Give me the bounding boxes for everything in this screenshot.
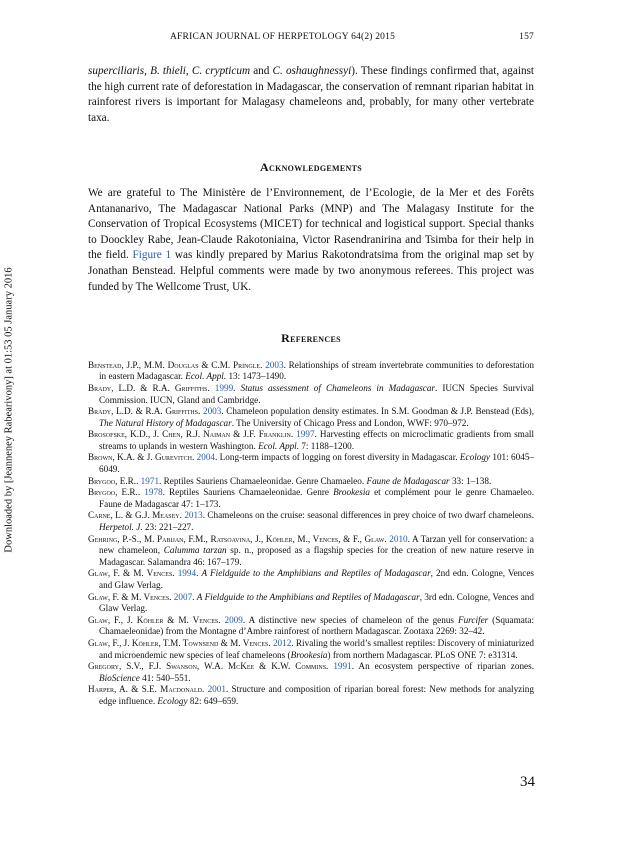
reference-text: 7: 1188–1200. xyxy=(299,440,355,451)
page-number: 157 xyxy=(519,32,534,42)
reference-authors: Glaw, F., J. Köhler, T.M. Townsend & M. Vences xyxy=(88,637,269,648)
reference-italic: BioScience xyxy=(99,672,140,683)
reference-item: Gehring, P.-S., M. Pabijan, F.M., Ratsoavina, J., Köhler, M., Vences, & F., Glaw. 2010. A Tarzan yell for conservation: a new chameleon, Calumma tarzan sp. n., proposed as a flagship species for the creation of new nature reserve in Madagascar. Salamandra 46: 167–179. xyxy=(88,533,535,567)
reference-text: . Reptiles Sauriens Chamaeleonidae. Genre xyxy=(162,487,334,498)
reference-text: 41: 540–551. xyxy=(139,672,191,683)
reference-text: . An ecosystem perspective of riparian zones. xyxy=(351,661,535,672)
reference-italic: The Natural History of Madagascar xyxy=(99,417,232,428)
reference-year-link[interactable]: 2007 xyxy=(173,591,193,602)
reference-italic: Faune de Madagascar xyxy=(366,475,450,486)
reference-text: . xyxy=(233,382,241,393)
reference-text: 23: 221–227. xyxy=(142,522,194,533)
reference-text: . The University of Chicago Press and London, WWF: 970–972. xyxy=(231,417,469,428)
reference-authors: Carne, L. & G.J. Measey xyxy=(88,510,180,521)
download-watermark xyxy=(2,214,16,606)
reference-authors: Glaw, F. & M. Vences xyxy=(88,591,170,602)
reference-authors: Harper, A. & S.E. Macdonald xyxy=(88,684,203,695)
reference-year-link[interactable]: 2003 xyxy=(202,406,222,417)
reference-year-link[interactable]: 1971 xyxy=(140,475,160,486)
reference-text: 82: 649–659. xyxy=(187,695,239,706)
reference-item: Brosofske, K.D., J. Chen, R.J. Naiman & J.F. Franklin. 1997. Harvesting effects on microclimatic gradients from small streams to uplands in western Washington. Ecol. Appl. 7: 1188–1200. xyxy=(88,429,535,451)
reference-authors: Brady, L.D. & R.A. Griffiths xyxy=(88,406,199,417)
reference-italic: Ecology xyxy=(157,695,188,706)
article-body xyxy=(88,64,534,708)
reference-authors: Gregory, S.V., F.J. Swanson, W.A. McKee & K.W. Commins xyxy=(88,661,327,672)
reference-italic: Brookesia xyxy=(333,487,370,498)
reference-year-link[interactable]: 1978 xyxy=(144,487,163,498)
reference-text: . Structure and composition of riparian boreal forest: New methods for analyzing edge influence. xyxy=(99,684,534,706)
reference-item: Glaw, F. & M. Vences. 1994. A Fieldguide to the Amphibians and Reptiles of Madagascar, 2nd edn. Cologne, Vences and Glaw Verlag. xyxy=(88,568,534,590)
species-list: superciliaris, B. thieli, C. crypticum xyxy=(88,65,251,77)
reference-item: Gregory, S.V., F.J. Swanson, W.A. McKee & K.W. Commins. 1991. An ecosystem perspective of riparian zones. BioScience 41: 540–551. xyxy=(88,661,535,683)
reference-text: ) from northern Madagascar. PLoS ONE 7: e31314. xyxy=(327,649,518,660)
reference-text: 101: 6045–6049. xyxy=(99,452,535,475)
reference-text: . xyxy=(196,568,202,579)
reference-item: Carne, L. & G.J. Measey. 2013. Chameleons on the cruise: seasonal differences in prey choice of two dwarf chameleons. Herpetol. J. 23: 221–227. xyxy=(88,510,534,533)
reference-italic: Status assessment of Chameleons in Madagascar xyxy=(240,382,436,393)
reference-text: . Rivaling the world’s smallest reptiles: Discovery of miniaturized and microendemic new species of leaf chameleons ( xyxy=(99,637,535,660)
reference-year-link[interactable]: 1997 xyxy=(296,429,315,440)
reference-text: . Chameleons on the cruise: seasonal differences in prey choice of two dwarf chameleons. xyxy=(202,510,534,521)
reference-list xyxy=(88,360,534,708)
reference-text: . A Tarzan yell for conservation: a new chameleon, xyxy=(99,533,535,556)
reference-year-link[interactable]: 2004 xyxy=(196,452,215,463)
reference-authors: Brady, L.D. & R.A. Griffiths xyxy=(88,382,208,393)
reference-italic: Brookesia xyxy=(290,649,328,660)
reference-item: Brown, K.A. & J. Gurevitch. 2004. Long-term impacts of logging on forest diversity in Madagascar. Ecology 101: 6045–6049. xyxy=(88,452,535,475)
footer-number: 34 xyxy=(520,774,535,790)
reference-year-link[interactable]: 2010 xyxy=(389,533,408,544)
reference-year-link[interactable]: 1999 xyxy=(214,382,234,393)
reference-authors: Brosofske, K.D., J. Chen, R.J. Naiman & J.F. Franklin xyxy=(88,429,291,440)
reference-year-link[interactable]: 1994 xyxy=(177,568,197,579)
reference-text: 33: 1–138. xyxy=(449,475,492,486)
intro-paragraph: superciliaris, B. thieli, C. crypticum and C. oshaughnessyi). These findings confirmed that, against the high current rate of deforestation in Madagascar, the conservation of remnant riparian habitat in rainforest rivers is important for Malagasy chameleons and, probably, for many other vertebrate taxa. xyxy=(88,65,534,124)
reference-italic: Ecol. Appl. xyxy=(185,371,227,382)
species-name: C. oshaughnessyi xyxy=(272,65,352,77)
reference-italic: A Fieldguide to the Amphibians and Reptiles of Madagascar xyxy=(196,591,420,602)
reference-authors: Brygoo, E.R. xyxy=(88,487,138,498)
reference-italic: Ecol. Appl. xyxy=(258,440,300,451)
reference-text: , 2nd edn. Cologne, Vences and Glaw Verlag. xyxy=(99,568,534,590)
reference-text: et complément pour le genre Chamaeleo. Faune de Madagascar 47: 1–173. xyxy=(99,487,535,509)
reference-year-link[interactable]: 2012 xyxy=(272,637,292,648)
reference-text: . Reptiles Sauriens Chamaeleonidae. Genre Chamaeleo. xyxy=(159,475,367,486)
reference-italic: A Fieldguide to the Amphibians and Reptiles of Madagascar xyxy=(201,568,431,579)
reference-authors: Glaw, F., J. Köhler & M. Vences xyxy=(88,614,219,625)
reference-authors: Glaw, F. & M. Vences xyxy=(88,568,173,579)
reference-item: Benstead, J.P., M.M. Douglas & C.M. Pringle. 2003. Relationships of stream invertebrate communities to deforestation in eastern Madagascar. Ecol. Appl. 13: 1473–1490. xyxy=(88,359,535,382)
reference-item: Brady, L.D. & R.A. Griffiths. 1999. Status assessment of Chameleons in Madagascar. IUCN Species Survival Commission. IUCN, Gland and Cambridge. xyxy=(88,382,535,405)
reference-year-link[interactable]: 2013 xyxy=(184,510,203,521)
reference-text: . Chameleon population density estimates. In S.M. Goodman & J.P. Benstead (Eds), xyxy=(221,406,534,417)
journal-title: AFRICAN JOURNAL OF HERPETOLOGY 64(2) 2015 xyxy=(170,32,396,42)
reference-italic: Calumma tarzan xyxy=(163,545,227,556)
reference-item: Glaw, F. & M. Vences. 2007. A Fieldguide to the Amphibians and Reptiles of Madagascar, 3rd edn. Cologne, Vences and Glaw Verlag. xyxy=(88,591,534,614)
reference-italic: Furcifer xyxy=(457,614,489,625)
acknowledgements-paragraph: We are grateful to The Ministère de l’Environnement, de l’Ecologie, de la Mer et des Forêts Antananarivo, The Madagascar National Parks (MNP) and The Malagasy Institute for the Conservation of Tropical Ecosystems (MICET) for technical and logistical support. Special thanks to Doockley Rabe, Jean-Claude Rakotoniaina, Victor Rasendranirina and Tsimba for their help in the field. Figure 1 was kindly prepared by Marius Rakotondratsima from the original map set by Jonathan Benstead. Helpful comments were made by two anonymous referees. This project was funded by The Wellcome Trust, UK. xyxy=(88,186,534,293)
reference-text: , 3rd edn. Cologne, Vences and Glaw Verlag. xyxy=(99,591,534,614)
references-heading: References xyxy=(281,331,341,346)
reference-italic: Herpetol. J. xyxy=(99,522,143,533)
reference-text: sp. n., proposed as a flagship species for the creation of new nature reserve in Madagascar. Salamandra 46: 167–179. xyxy=(99,545,534,567)
reference-year-link[interactable]: 2009 xyxy=(224,614,243,625)
reference-year-link[interactable]: 2003 xyxy=(265,359,284,370)
reference-year-link[interactable]: 1991 xyxy=(333,661,352,672)
reference-text: (Squamata: Chamaeleonidae) from the Montagne d’Ambre rainforest of northern Madagascar. Zootaxa 2269: 32–42. xyxy=(99,614,535,637)
reference-text: . xyxy=(192,591,197,602)
reference-italic: Ecology xyxy=(459,452,491,463)
figure-1-link[interactable]: Figure 1 xyxy=(132,249,172,262)
reference-text: . Long-term impacts of logging on forest diversity in Madagascar. xyxy=(215,452,460,463)
reference-authors: Gehring, P.-S., M. Pabijan, F.M., Ratsoavina, J., Köhler, M., Vences, & F., Glaw xyxy=(88,533,385,544)
reference-item: Brady, L.D. & R.A. Griffiths. 2003. Chameleon population density estimates. In S.M. Goodman & J.P. Benstead (Eds), The Natural History of Madagascar. The University of Chicago Press and London, WWF: 970–972. xyxy=(88,406,534,428)
reference-item: Brygoo, E.R.. 1978. Reptiles Sauriens Chamaeleonidae. Genre Brookesia et complément pour le genre Chamaeleo. Faune de Madagascar 47: 1–173. xyxy=(88,487,535,509)
reference-authors: Brown, K.A. & J. Gurevitch xyxy=(88,452,192,463)
reference-item: Glaw, F., J. Köhler & M. Vences. 2009. A distinctive new species of chameleon of the genus Furcifer (Squamata: Chamaeleonidae) from the Montagne d’Ambre rainforest of northern Madagascar. Zootaxa 2269: 32–42. xyxy=(88,614,535,637)
reference-item: Brygoo, E.R.. 1971. Reptiles Sauriens Chamaeleonidae. Genre Chamaeleo. Faune de Madagascar 33: 1–138. xyxy=(88,475,492,486)
acknowledgements-heading: Acknowledgements xyxy=(260,160,362,175)
reference-item: Harper, A. & S.E. Macdonald. 2001. Structure and composition of riparian boreal forest: New methods for analyzing edge influence. Ecology 82: 649–659. xyxy=(88,684,534,706)
reference-year-link[interactable]: 2001 xyxy=(207,684,226,695)
reference-authors: Benstead, J.P., M.M. Douglas & C.M. Pringle xyxy=(88,359,261,370)
download-note: Downloaded by [Jeanneney Rabearivony] at 01:53 05 January 2016 xyxy=(3,267,15,553)
reference-item: Glaw, F., J. Köhler, T.M. Townsend & M. Vences. 2012. Rivaling the world’s smallest reptiles: Discovery of miniaturized and microendemic new species of leaf chameleons (Brookesia) from northern Madagascar. PLoS ONE 7: e31314. xyxy=(88,637,535,660)
reference-text: . IUCN Species Survival Commission. IUCN, Gland and Cambridge. xyxy=(99,382,535,405)
reference-text: . Harvesting effects on microclimatic gradients from small streams to uplands in western Washington. xyxy=(99,429,535,451)
reference-text: 13: 1473–1490. xyxy=(226,371,287,382)
reference-text: . A distinctive new species of chameleon of the genus xyxy=(242,614,458,625)
reference-text: . Relationships of stream invertebrate communities to deforestation in eastern Madagascar. xyxy=(99,359,535,382)
reference-authors: Brygoo, E.R. xyxy=(88,475,137,486)
